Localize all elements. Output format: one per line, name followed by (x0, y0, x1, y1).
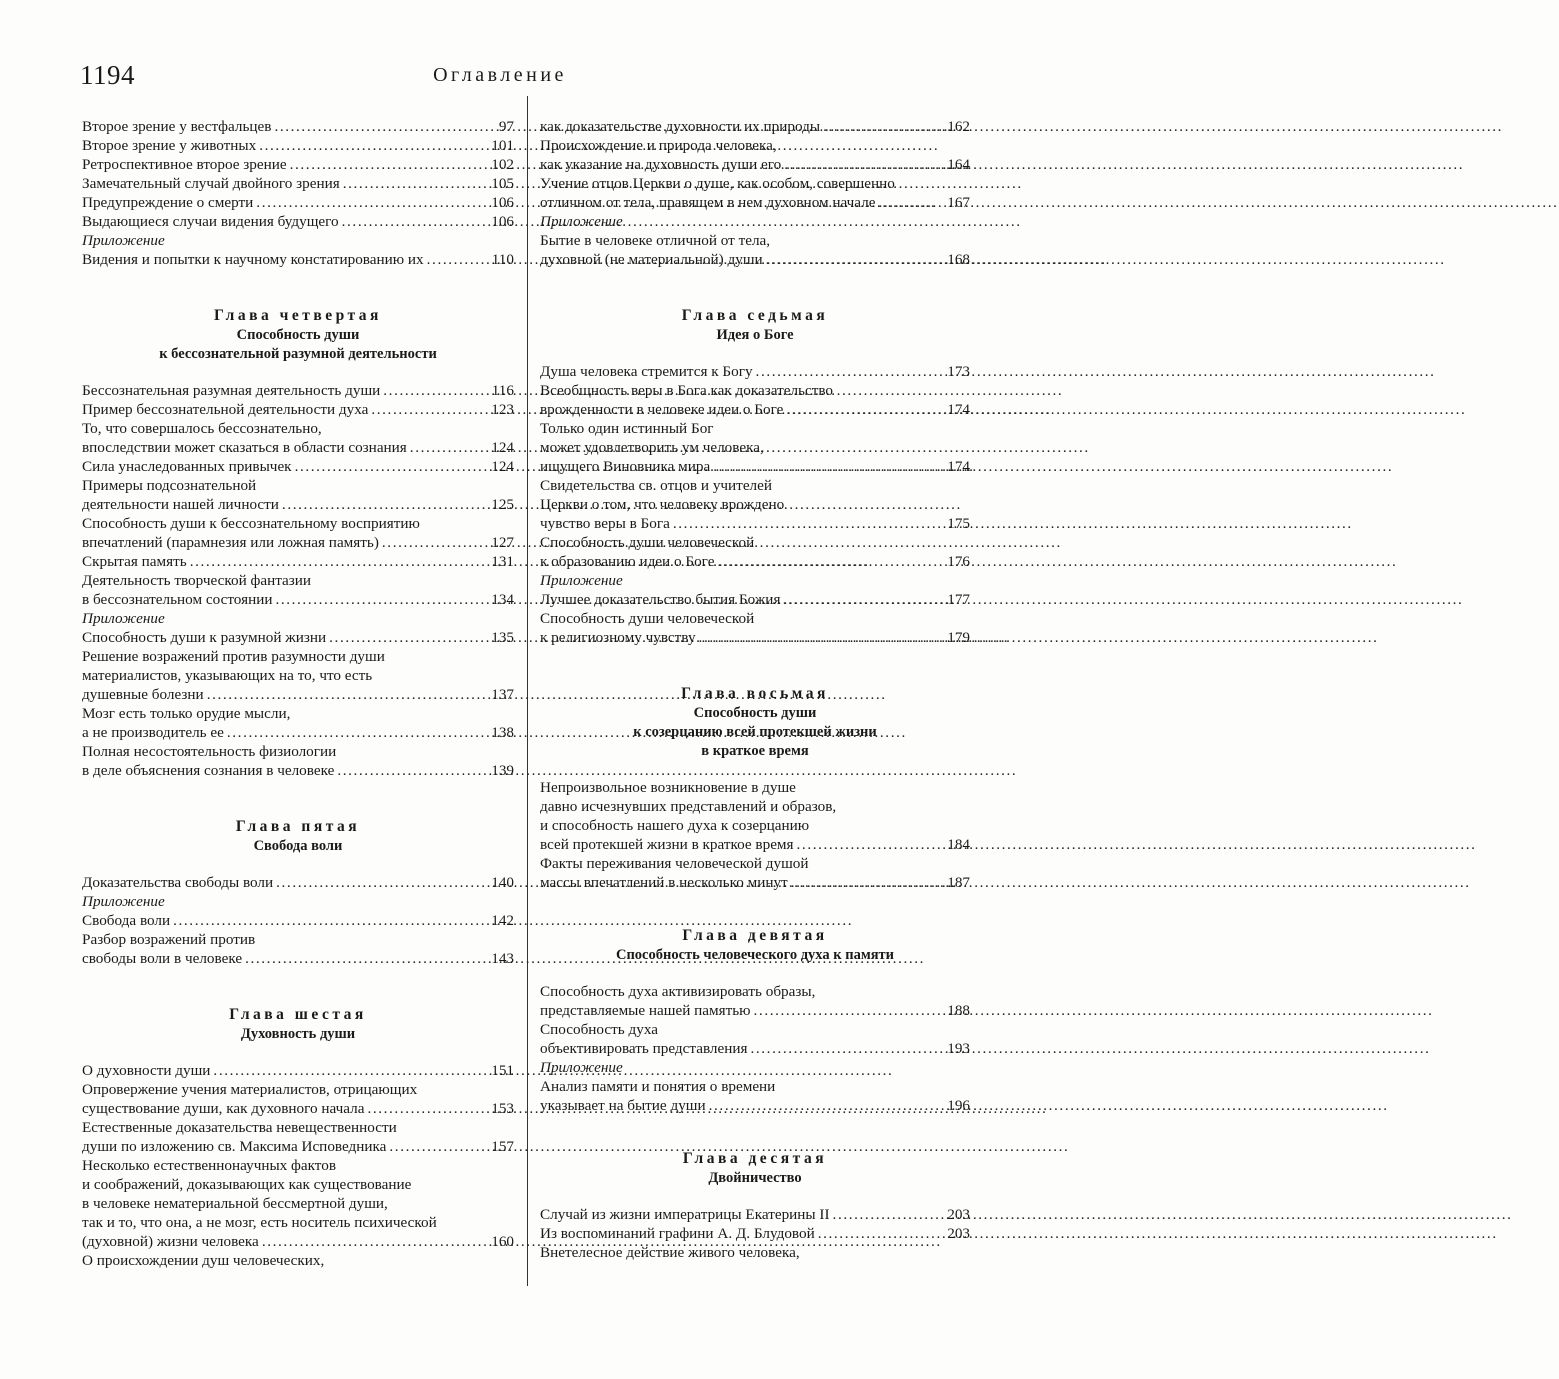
toc-entry-text: Пример бессознательной деятельности духа (82, 401, 369, 418)
toc-entry-text: духовной (не материальной) души (540, 251, 763, 268)
toc-page-number: 174 (947, 401, 970, 418)
toc-entry[interactable] (82, 873, 514, 892)
toc-entry[interactable] (540, 476, 970, 533)
toc-entry[interactable] (82, 155, 514, 174)
toc-entry-text: Факты переживания человеческой душой (540, 855, 809, 872)
dot-leader (780, 590, 947, 609)
toc-entry-text: в человеке нематериальной бессмертной души, (82, 1195, 388, 1212)
toc-page-number: 184 (947, 836, 970, 853)
toc-entry[interactable] (82, 400, 514, 419)
toc-entry[interactable] (82, 1251, 514, 1270)
dot-leader (876, 193, 948, 212)
toc-group (82, 628, 514, 780)
toc-group (540, 778, 970, 892)
toc-entry-text: Только один истинный Бог (540, 420, 714, 437)
toc-entry-text: и способность нашего духа к созерцанию (540, 817, 810, 834)
toc-entry-text: Случай из жизни императрицы Екатерины II (540, 1206, 830, 1223)
toc-entry-text: как доказательстве духовности их природы (540, 118, 821, 135)
toc-entry[interactable] (82, 250, 514, 269)
toc-entry-text: душевные болезни (82, 686, 204, 703)
toc-entry[interactable] (82, 419, 514, 457)
toc-page-number: 143 (491, 950, 514, 967)
toc-page-number: 203 (947, 1206, 970, 1223)
toc-group (82, 117, 514, 231)
toc-entry-text: Бытие в человеке отличной от тела, (540, 232, 771, 249)
toc-entry[interactable] (82, 628, 514, 647)
toc-entry-text: Видения и попытки к научному констатированию их (82, 251, 424, 268)
dot-leader (204, 685, 492, 704)
chapter-label: Глава десятая (682, 1150, 828, 1167)
chapter-label: Глава девятая (682, 927, 828, 944)
toc-entry[interactable] (540, 174, 970, 212)
dot-leader (706, 1096, 948, 1115)
toc-entry-text: Несколько естественнонаучных фактов (82, 1157, 337, 1174)
toc-entry-text: указывает на бытие души (540, 1097, 706, 1114)
toc-entry-text: в деле объяснения сознания в человеке (82, 762, 335, 779)
toc-entry[interactable] (82, 1080, 514, 1118)
toc-page-number: 140 (491, 874, 514, 891)
toc-entry-text: Разбор возражений против (82, 931, 256, 948)
toc-entry-text: Скрытая память (82, 553, 187, 570)
toc-entry[interactable] (540, 381, 970, 419)
toc-page-number: 101 (491, 137, 514, 154)
toc-entry-text: и соображений, доказывающих как существование (82, 1176, 412, 1193)
dot-leader (783, 400, 947, 419)
toc-entry-text: Происхождение и природа человека, (540, 137, 777, 154)
dot-leader (340, 174, 491, 193)
dot-leader (781, 155, 947, 174)
toc-entry[interactable] (82, 514, 514, 552)
toc-page-number: 188 (947, 1002, 970, 1019)
toc-entry[interactable] (82, 457, 514, 476)
chapter-title-line: к созерцанию всей протекшей жизни (633, 724, 877, 740)
toc-entry[interactable] (540, 1243, 970, 1262)
dot-leader (815, 1224, 948, 1243)
toc-entry-text: Доказательства свободы воли (82, 874, 274, 891)
chapter-label: Глава шестая (229, 1006, 367, 1023)
toc-entry-text: Сила унаследованных привычек (82, 458, 292, 475)
dot-leader (334, 761, 491, 780)
toc-entry-text: Естественные доказательства невещественности (82, 1119, 397, 1136)
toc-entry[interactable] (540, 982, 970, 1020)
toc-page-number: 97 (498, 118, 514, 135)
dot-leader (187, 552, 492, 571)
toc-group (82, 911, 514, 968)
toc-entry-text: представляемые нашей памятью (540, 1002, 751, 1019)
toc-entry[interactable] (82, 212, 514, 231)
toc-entry[interactable] (82, 1156, 514, 1251)
toc-entry-text: к образованию идеи о Боге (540, 553, 715, 570)
toc-group (540, 231, 970, 269)
toc-entry[interactable] (82, 117, 514, 136)
toc-entry[interactable] (82, 647, 514, 704)
dot-leader (272, 590, 491, 609)
toc-page-number: 106 (491, 194, 514, 211)
toc-entry-text: давно исчезнувших представлений и образов, (540, 798, 837, 815)
toc-entry-text: всей протекшей жизни в краткое время (540, 836, 794, 853)
toc-entry[interactable] (82, 930, 514, 968)
chapter-label: Глава восьмая (681, 685, 829, 702)
dot-leader (287, 155, 492, 174)
dot-leader (242, 949, 491, 968)
toc-entry-text: Из воспоминаний графини А. Д. Блудовой (540, 1225, 815, 1242)
toc-entry-text: деятельности нашей личности (82, 496, 279, 513)
toc-group (82, 873, 514, 892)
dot-leader (763, 250, 948, 269)
toc-entry[interactable] (82, 704, 514, 742)
dot-leader (794, 835, 948, 854)
chapter-title-line: Двойничество (708, 1170, 802, 1186)
toc-page-number: 153 (491, 1100, 514, 1117)
toc-page-number: 168 (947, 251, 970, 268)
toc-entry[interactable] (540, 117, 970, 136)
toc-group (540, 1077, 970, 1115)
chapter-title-line: Способность души (236, 327, 360, 343)
appendix-label: Приложение (82, 610, 165, 627)
toc-page-number: 193 (947, 1040, 970, 1057)
toc-entry[interactable] (82, 193, 514, 212)
toc-page-number: 131 (491, 553, 514, 570)
dot-leader (339, 212, 492, 231)
chapter-title-line: в краткое время (701, 743, 809, 759)
toc-entry-text: Способность духа активизировать образы, (540, 983, 816, 1000)
toc-entry-text: Душа человека стремится к Богу (540, 363, 753, 380)
toc-entry[interactable] (82, 1061, 514, 1080)
toc-entry[interactable] (82, 911, 514, 930)
dot-leader (407, 438, 491, 457)
toc-group (540, 982, 970, 1058)
chapter-heading (540, 684, 970, 761)
toc-entry-text: Способность души человеческой (540, 534, 755, 551)
dot-leader (696, 628, 948, 647)
toc-page-number: 137 (491, 686, 514, 703)
toc-group (540, 1205, 970, 1262)
toc-entry-text: массы впечатлений в несколько минут (540, 874, 788, 891)
toc-page-number: 203 (947, 1225, 970, 1242)
toc-entry-text: Церкви о том, что человеку врождено (540, 496, 785, 513)
toc-entry-text: Способность души человеческой (540, 610, 755, 627)
chapter-heading (82, 1005, 514, 1044)
toc-entry-text: Свидетельства св. отцов и учителей (540, 477, 773, 494)
dot-leader (364, 1099, 491, 1118)
toc-entry-text: к религиозному чувству (540, 629, 696, 646)
toc-entry-text: То, что совершалось бессознательно, (82, 420, 322, 437)
toc-page-number: 124 (491, 458, 514, 475)
toc-page-number: 164 (947, 156, 970, 173)
toc-entry-text: Всеобщность веры в Бога как доказательство (540, 382, 834, 399)
toc-entry-text: души по изложению св. Максима Исповедника (82, 1138, 387, 1155)
toc-entry[interactable] (540, 419, 970, 476)
toc-entry[interactable] (82, 552, 514, 571)
toc-page-number: 105 (491, 175, 514, 192)
toc-page-number: 177 (947, 591, 970, 608)
toc-page-number: 123 (491, 401, 514, 418)
toc-entry-text: Замечательный случай двойного зрения (82, 175, 340, 192)
toc-group (82, 381, 514, 609)
appendix-label: Приложение (540, 1059, 623, 1076)
dot-leader (380, 381, 492, 400)
toc-entry-text: Непроизвольное возникновение в душе (540, 779, 796, 796)
toc-entry-text: Способность души к разумной жизни (82, 629, 327, 646)
toc-entry-text: Свобода воли (82, 912, 171, 929)
toc-entry-text: Выдающиеся случаи видения будущего (82, 213, 339, 230)
toc-entry-text: Лучшее доказательство бытия Божия (540, 591, 781, 608)
chapter-label: Глава седьмая (681, 307, 829, 324)
toc-group (82, 250, 514, 269)
running-title: Оглавление (433, 64, 567, 86)
chapter-title-line: Идея о Боге (716, 327, 794, 343)
chapter-heading (82, 817, 514, 856)
toc-entry[interactable] (82, 742, 514, 780)
toc-entry-text: Примеры подсознательной (82, 477, 257, 494)
toc-entry-text: отличном от тела, правящем в нем духовном начале (540, 194, 876, 211)
toc-entry-text: материалистов, указывающих на то, что есть (82, 667, 373, 684)
toc-entry-text: Опровержение учения материалистов, отрицающих (82, 1081, 418, 1098)
chapter-label: Глава пятая (235, 818, 361, 835)
toc-entry-text: объективировать представления (540, 1040, 748, 1057)
dot-leader (710, 457, 947, 476)
dot-leader (271, 117, 492, 136)
toc-entry-text: Решение возражений против разумности души (82, 648, 385, 665)
toc-page-number: 174 (947, 458, 970, 475)
toc-entry-text: может удовлетворить ум человека, (540, 439, 764, 456)
toc-entry[interactable] (540, 854, 970, 892)
page-number: 1194 (80, 60, 135, 90)
chapter-title-line: к бессознательной разумной деятельности (159, 346, 437, 362)
chapter-label: Глава четвертая (214, 307, 382, 324)
toc-page-number: 138 (491, 724, 514, 741)
toc-page-number: 151 (491, 1062, 514, 1079)
toc-page-number: 110 (491, 251, 514, 268)
chapter-heading (540, 926, 970, 965)
dot-leader (424, 250, 492, 269)
dot-leader (379, 533, 491, 552)
toc-entry-text: Мозг есть только орудие мысли, (82, 705, 291, 722)
toc-page-number: 157 (491, 1138, 514, 1155)
toc-entry-text: свободы воли в человеке (82, 950, 243, 967)
toc-group (82, 1061, 514, 1270)
toc-entry-text: Внетелесное действие живого человека, (540, 1244, 800, 1261)
toc-page-number: 160 (491, 1233, 514, 1250)
toc-entry[interactable] (82, 174, 514, 193)
toc-page-number: 142 (491, 912, 514, 929)
chapter-title-line: Способность души (693, 705, 817, 721)
toc-entry-text: впоследствии может сказаться в области сознания (82, 439, 407, 456)
toc-entry[interactable] (82, 381, 514, 400)
toc-entry[interactable] (540, 1205, 970, 1224)
toc-entry[interactable] (540, 136, 970, 174)
toc-entry[interactable] (82, 1118, 514, 1156)
toc-page-number: 175 (947, 515, 970, 532)
toc-entry-text: существование души, как духовного начала (82, 1100, 365, 1117)
toc-page-number: 116 (491, 382, 514, 399)
toc-entry-text: Учение отцов Церкви о душе, как особом, совершенно (540, 175, 895, 192)
toc-entry-text: чувство веры в Бога (540, 515, 670, 532)
toc-page-number: 127 (491, 534, 514, 551)
toc-entry-text: Ретроспективное второе зрение (82, 156, 287, 173)
chapter-heading (540, 1149, 970, 1188)
toc-entry[interactable] (540, 1077, 970, 1115)
toc-entry-text: О происхождении душ человеческих, (82, 1252, 325, 1269)
chapter-title-line: Свобода воли (253, 838, 343, 854)
toc-entry-text: (духовной) жизни человека (82, 1233, 259, 1250)
toc-entry[interactable] (540, 609, 970, 647)
toc-group (540, 117, 970, 212)
toc-page-number: 196 (947, 1097, 970, 1114)
toc-entry[interactable] (540, 1020, 970, 1058)
dot-leader (753, 362, 948, 381)
dot-leader (368, 400, 491, 419)
appendix-label: Приложение (540, 572, 623, 589)
toc-entry-text: Анализ памяти и понятия о времени (540, 1078, 776, 1095)
toc-entry-text: О духовности души (82, 1062, 211, 1079)
toc-page-number: 179 (947, 629, 970, 646)
chapter-heading (540, 306, 970, 345)
appendix-label: Приложение (540, 213, 623, 230)
toc-page-number: 139 (491, 762, 514, 779)
toc-entry-text: как указание на духовность души его (540, 156, 782, 173)
dot-leader (830, 1205, 948, 1224)
toc-page-number: 125 (491, 496, 514, 513)
toc-entry[interactable] (82, 136, 514, 155)
toc-entry-text: так и то, что она, а не мозг, есть носитель психической (82, 1214, 437, 1231)
toc-entry[interactable] (82, 476, 514, 514)
chapter-title-line: Духовность души (240, 1026, 356, 1042)
toc-page-number: 187 (947, 874, 970, 891)
toc-entry[interactable] (540, 533, 970, 571)
chapter-heading (82, 306, 514, 364)
toc-entry-text: Бессознательная разумная деятельность души (82, 382, 381, 399)
dot-leader (292, 457, 492, 476)
left-column (82, 117, 514, 1270)
dot-leader (170, 911, 491, 930)
toc-entry-text: Полная несостоятельность физиологии (82, 743, 337, 760)
toc-page-number: 134 (491, 591, 514, 608)
appendix-label: Приложение (82, 232, 165, 249)
toc-entry[interactable] (540, 231, 970, 269)
toc-page-number: 176 (947, 553, 970, 570)
toc-entry[interactable] (540, 590, 970, 609)
toc-entry-text: Способность души к бессознательному восприятию (82, 515, 420, 532)
dot-leader (253, 193, 491, 212)
dot-leader (670, 514, 947, 533)
toc-page-number: 106 (491, 213, 514, 230)
toc-page-number: 102 (491, 156, 514, 173)
dot-leader (256, 136, 491, 155)
dot-leader (714, 552, 947, 571)
toc-page-number: 162 (947, 118, 970, 135)
toc-entry-text: Второе зрение у животных (82, 137, 257, 154)
dot-leader (210, 1061, 491, 1080)
toc-entry[interactable] (540, 778, 970, 854)
dot-leader (224, 723, 491, 742)
toc-page-number: 124 (491, 439, 514, 456)
toc-entry-text: Предупреждение о смерти (82, 194, 254, 211)
toc-page-number: 135 (491, 629, 514, 646)
toc-group (540, 590, 970, 647)
toc-entry[interactable] (540, 1224, 970, 1243)
chapter-title-line: Способность человеческого духа к памяти (615, 947, 895, 963)
dot-leader (788, 873, 948, 892)
toc-entry-text: впечатлений (парамнезия или ложная память) (82, 534, 379, 551)
dot-leader (751, 1001, 948, 1020)
toc-entry[interactable] (540, 362, 970, 381)
toc-group (540, 362, 970, 571)
toc-entry-text: ищущего Виновника мира (540, 458, 711, 475)
toc-entry-text: Второе зрение у вестфальцев (82, 118, 272, 135)
toc-entry-text: Способность духа (540, 1021, 658, 1038)
toc-page-number: 173 (947, 363, 970, 380)
dot-leader (326, 628, 491, 647)
toc-entry-text: а не производитель ее (82, 724, 224, 741)
dot-leader (820, 117, 947, 136)
toc-page-number: 167 (947, 194, 970, 211)
right-column (540, 117, 970, 1262)
dot-leader (273, 873, 491, 892)
appendix-label: Приложение (82, 893, 165, 910)
dot-leader (259, 1232, 491, 1251)
dot-leader (386, 1137, 491, 1156)
toc-entry-text: в бессознательном состоянии (82, 591, 273, 608)
dot-leader (747, 1039, 947, 1058)
toc-entry-text: врожденности в человеке идеи о Боге (540, 401, 784, 418)
dot-leader (279, 495, 491, 514)
toc-entry[interactable] (82, 571, 514, 609)
toc-entry-text: Деятельность творческой фантазии (82, 572, 312, 589)
